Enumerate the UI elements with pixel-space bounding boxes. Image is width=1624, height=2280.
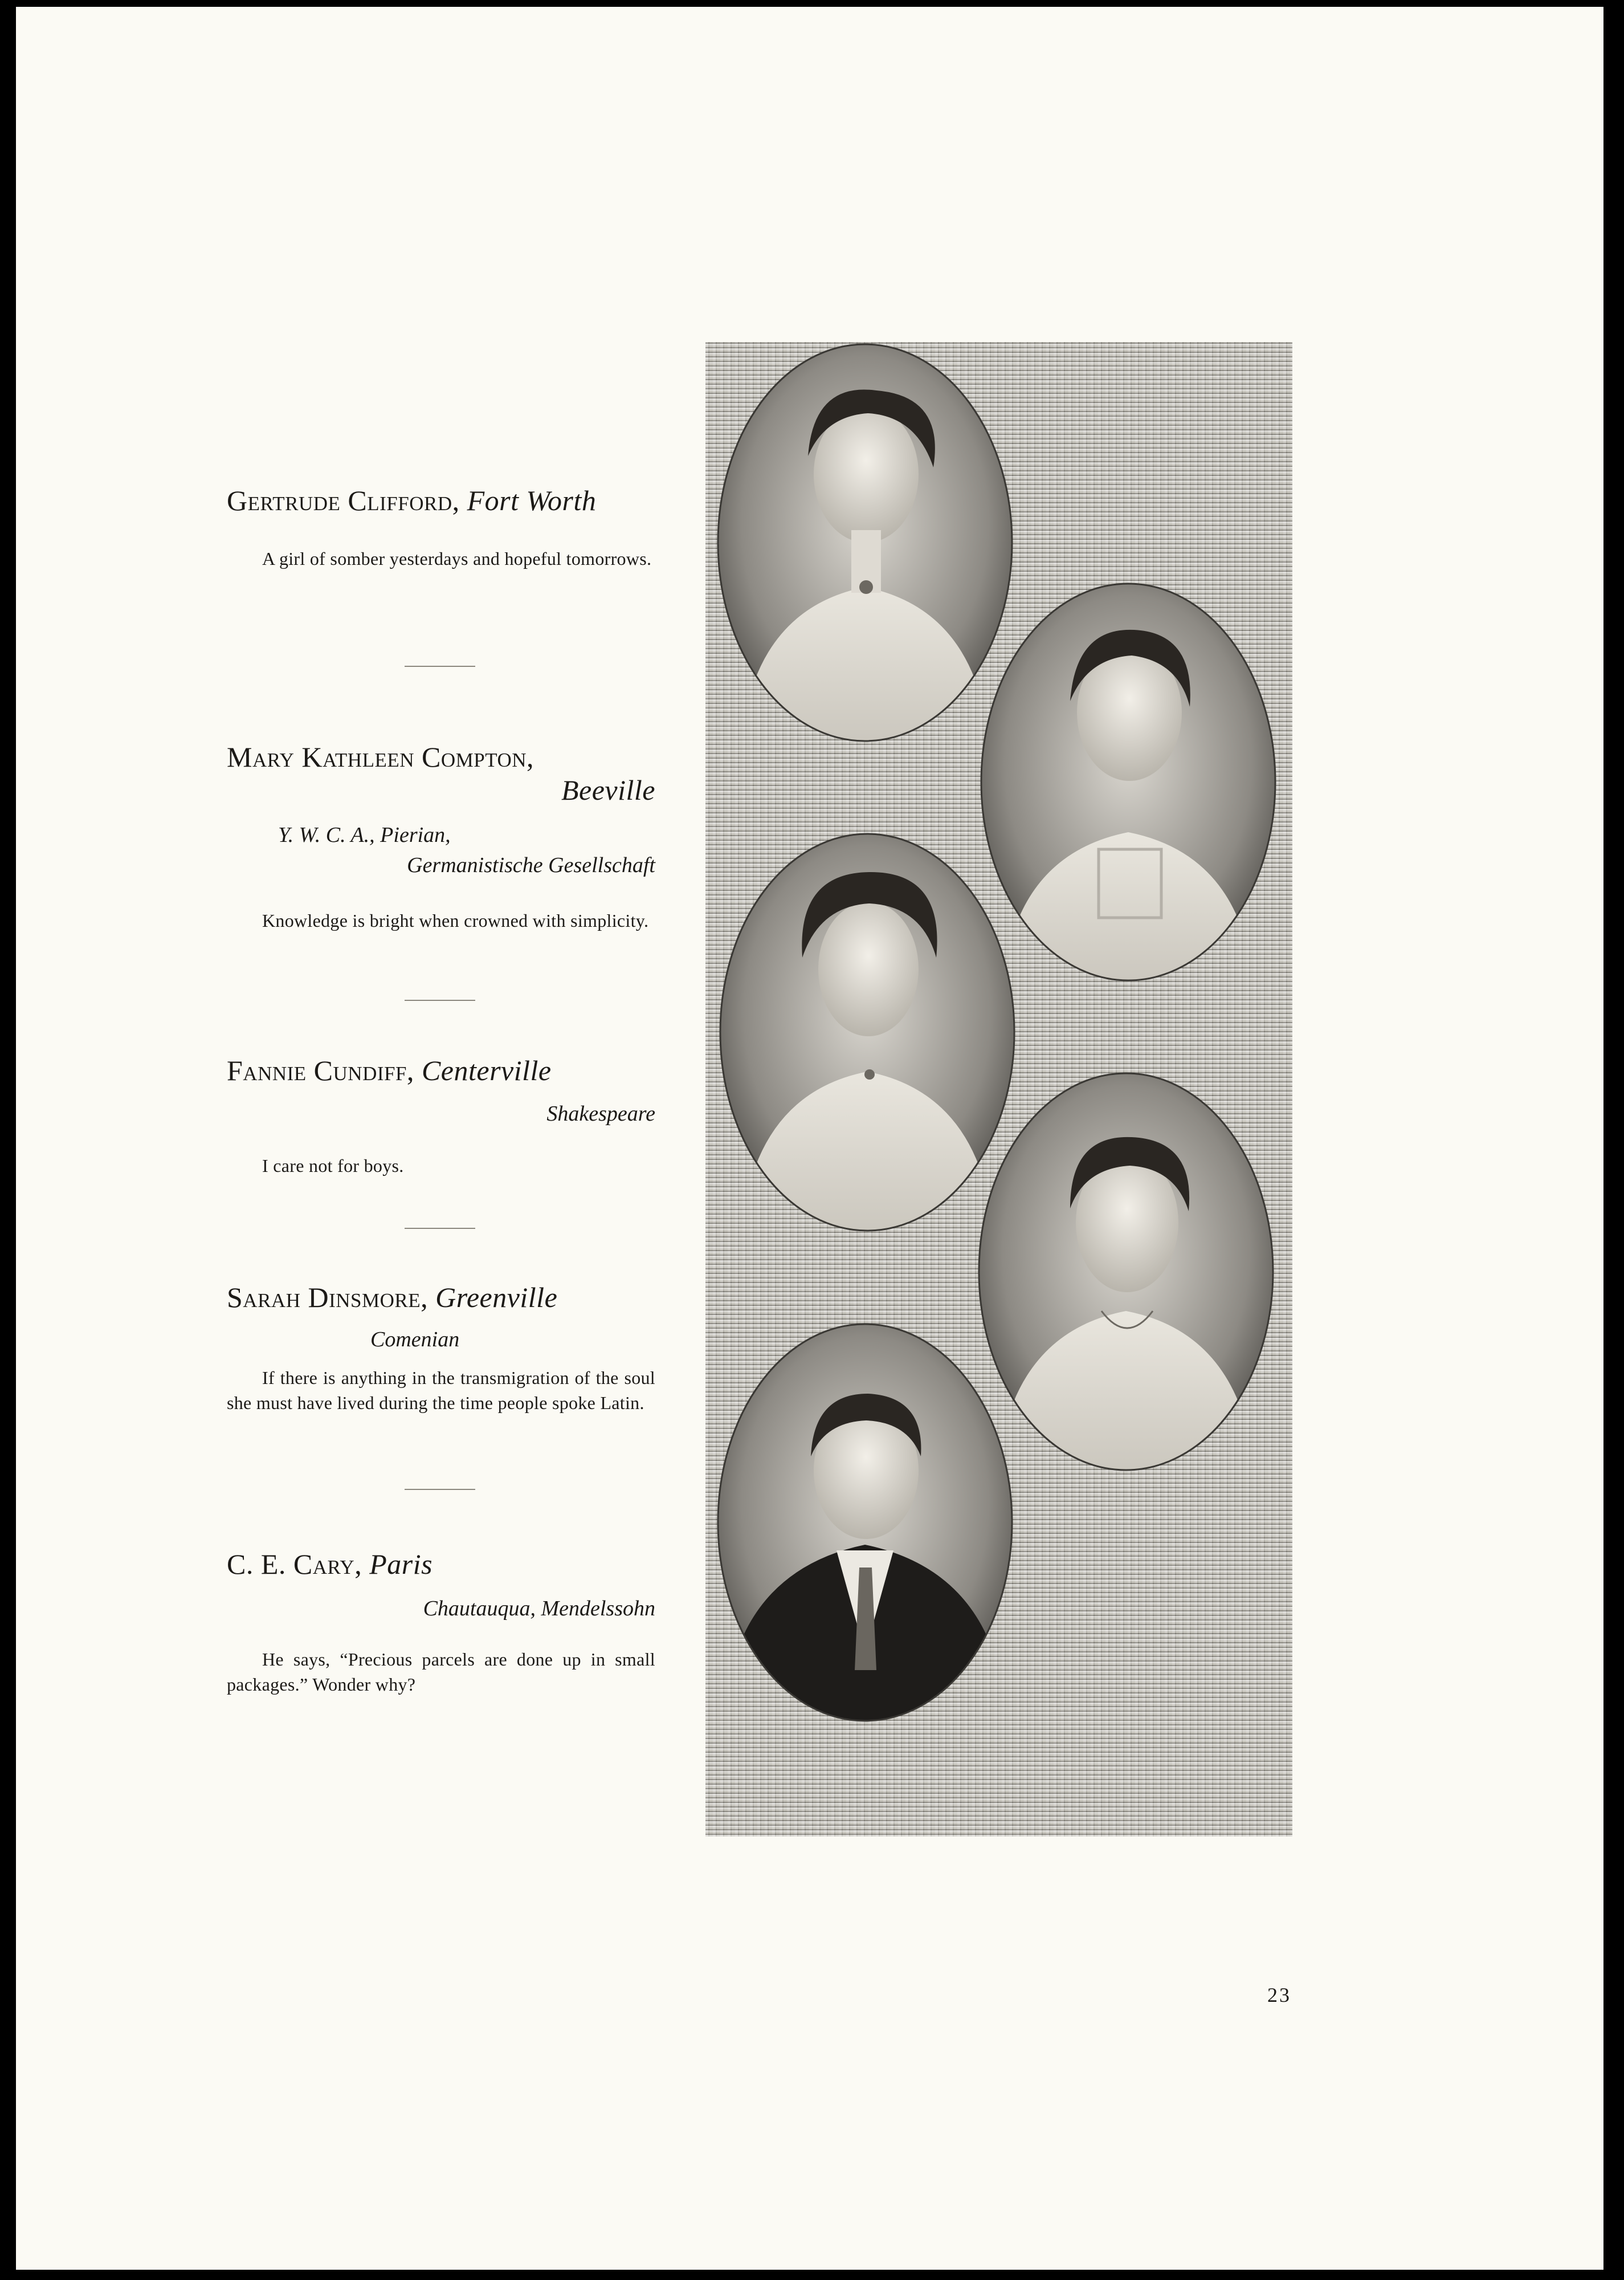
student-name-line — [227, 1548, 655, 1581]
student-name: C. E. Cary, — [227, 1548, 362, 1580]
clubs-line: Chautauqua, Mendelssohn — [423, 1596, 655, 1621]
clubs-line: Comenian — [370, 1327, 460, 1351]
photo-panel — [705, 342, 1292, 1837]
entry-ce-cary — [227, 1548, 655, 1697]
student-quote: If there is anything in the transmigration of the soul she must have lived during the time people spoke Latin. — [227, 1367, 655, 1413]
student-name: Sarah Dinsmore, — [227, 1281, 429, 1313]
clubs-line: Shakespeare — [546, 1101, 655, 1126]
hometown: Beeville — [561, 773, 655, 806]
section-divider — [405, 1228, 475, 1229]
entry-fannie-cundiff — [227, 1054, 655, 1178]
clubs-line: Y. W. C. A., Pierian, — [278, 823, 451, 847]
student-name-line — [227, 484, 655, 518]
student-name-line — [227, 741, 655, 807]
student-quote: Knowledge is bright when crowned with simplicity. — [262, 910, 649, 931]
hometown: Fort Worth — [467, 484, 597, 516]
yearbook-page — [16, 7, 1603, 2270]
student-quote: He says, “Precious parcels are done up in small packages.” Wonder why? — [227, 1648, 655, 1695]
portrait-sarah-dinsmore — [979, 1073, 1273, 1482]
student-name-line — [227, 1054, 655, 1088]
student-quote: I care not for boys. — [262, 1155, 404, 1176]
student-quote: A girl of somber yesterdays and hopeful tomorrows. — [262, 548, 652, 569]
portrait-mary-kathleen-compton — [981, 584, 1275, 992]
hometown: Paris — [369, 1548, 433, 1580]
page-number: 23 — [1267, 1984, 1291, 2006]
portrait-gertrude-clifford — [718, 344, 1012, 752]
section-divider — [405, 1489, 475, 1490]
student-name: Mary Kathleen Compton, — [227, 741, 534, 773]
entry-sarah-dinsmore — [227, 1281, 655, 1415]
portrait-ce-cary — [718, 1324, 1012, 1733]
student-name-line — [227, 1281, 655, 1314]
hometown: Centerville — [421, 1054, 552, 1086]
entry-gertrude-clifford — [227, 484, 655, 571]
entry-mary-kathleen-compton — [227, 741, 655, 934]
section-divider — [405, 666, 475, 667]
portrait-collage — [705, 342, 1292, 1837]
clubs-line: Germanistische Gesellschaft — [407, 853, 655, 878]
hometown: Greenville — [435, 1281, 558, 1313]
student-name: Gertrude Clifford, — [227, 484, 460, 516]
student-name: Fannie Cundiff, — [227, 1054, 414, 1086]
section-divider — [405, 1000, 475, 1001]
portrait-fannie-cundiff — [720, 834, 1014, 1243]
